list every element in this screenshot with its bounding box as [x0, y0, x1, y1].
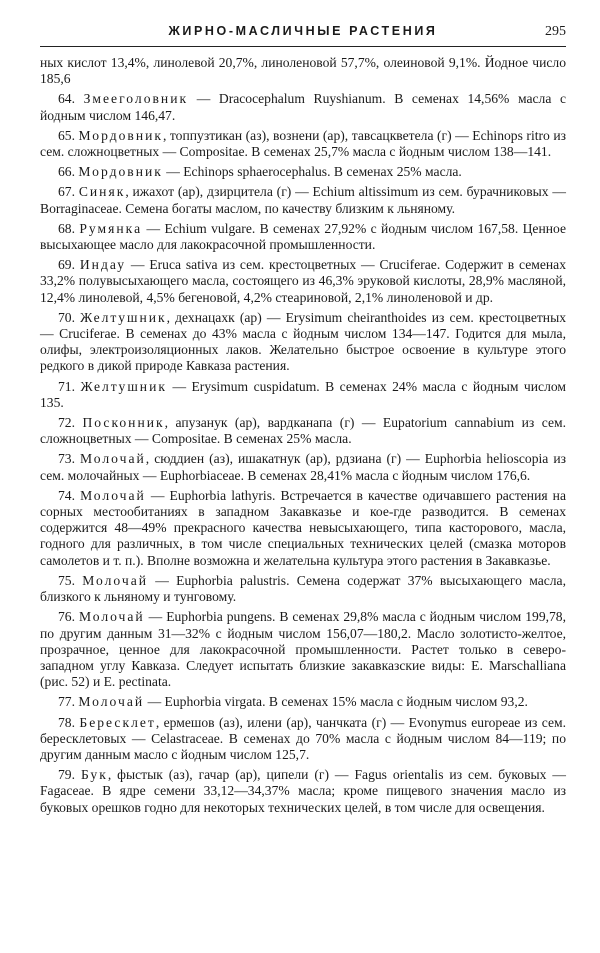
plant-entry [40, 55, 566, 87]
plant-name: Желтушник [80, 309, 167, 325]
plant-name: Мордовник [78, 164, 163, 180]
entry-list [40, 55, 566, 816]
entry-description: — Dracocephalum Ruyshianum. В семенах 14,56% масла с йодным числом 146,47. [40, 91, 566, 123]
entry-number: 79. [58, 767, 75, 783]
entry-description: , фыстык (аз), гачар (ар), ципели (г) — Fagus orientalis из сем. буковых — Fagaceae. В ядре семени 33,12—34,37% масла; кроме пищевого значения масло из буковых орешков годно для некоторых технических целей, в том числе для освещения. [40, 767, 566, 815]
plant-name: Бук [80, 767, 108, 783]
entry-description: — Echium vulgare. В семенах 27,92% с йодным числом 167,58. Ценное высыхающее масло для лакокрасочной промышленности. [40, 220, 567, 253]
entry-number: 76. [58, 609, 75, 625]
plant-name: Змееголовник [83, 91, 189, 107]
entry-number: 74. [58, 487, 75, 503]
entry-number: 64. [58, 91, 75, 107]
plant-name: Желтушник [80, 378, 167, 394]
plant-name: Молочай [78, 694, 145, 710]
plant-entry [40, 573, 566, 605]
plant-entry [40, 128, 566, 160]
entry-description: , ермешов (аз), илени (ар), чанчката (г) — Evonymus europeae из сем. бересклетовых — Celastraceae. В семенах до 70% масла с йодным числом 84—119; по другим данным масло с йодным числом 125,7. [40, 714, 566, 762]
plant-entry [40, 715, 566, 764]
plant-entry [40, 488, 566, 569]
entry-description: , апузанук (ар), вардканапа (г) — Eupatorium cannabium из сем. сложноцветных — Compositae. В семенах 25% масла. [40, 415, 566, 447]
page-number: 295 [545, 24, 566, 39]
plant-entry [40, 91, 566, 123]
entry-description: , сюддиен (аз), ишакатнук (ар), рдзиана (г) — Euphorbia helioscopia из сем. молочайных — Euphorbiaceae. В семенах 28,41% масла с йодным числом 176,6. [40, 451, 566, 483]
entry-number: 72. [58, 415, 75, 431]
plant-entry [40, 415, 566, 447]
plant-entry [40, 379, 566, 411]
plant-entry [40, 184, 566, 216]
plant-name: Посконник [82, 415, 165, 431]
plant-entry [40, 767, 566, 816]
entry-number: 77. [58, 694, 75, 710]
entry-number: 69. [58, 257, 75, 273]
entry-description: ных кислот 13,4%, линолевой 20,7%, линоленовой 57,7%, олеиновой 9,1%. Йодное число 185,6 [40, 55, 566, 87]
plant-entry [40, 221, 566, 253]
plant-name: Молочай [82, 572, 149, 588]
entry-description: , топпузтикан (аз), вознени (ар), тавсацкветела (г) — Echinops ritro из сем. сложноцветных — Compositae. В семенах 25,7% масла с йодным числом 138—141. [40, 127, 566, 160]
plant-entry [40, 694, 566, 710]
entry-number: 66. [58, 164, 75, 180]
plant-name: Синяк [78, 184, 126, 200]
plant-entry [40, 310, 566, 375]
plant-name: Бересклет [79, 714, 156, 730]
page-header [40, 24, 566, 47]
running-title: ЖИРНО-МАСЛИЧНЫЕ РАСТЕНИЯ [168, 24, 438, 38]
entry-description: — Euphorbia lathyris. Встречается в качестве одичавшего растения на сорных местообитаниях в западном Закавказье и кое-где разводится. В семенах содержится 48—49% прекрасного качества невысыхающего, типа касторового, масла, годного для различных, в том числе специальных технических целей (смазка моторов самолетов и т. п.). Вполне возможна и желательна культура этого растения в Закавказье. [40, 487, 566, 568]
plant-entry [40, 164, 566, 180]
entry-description: — Erysimum cuspidatum. В семенах 24% масла с йодным числом 135. [40, 378, 566, 410]
entry-number: 78. [58, 714, 75, 730]
entry-number: 75. [58, 572, 75, 588]
entry-description: , дехнацахк (ар) — Erysimum cheiranthoides из сем. крестоцветных — Cruciferae. В семенах до 43% масла с йодным числом 134—147. Годится для мыла, олифы, электроизоляционных лаков. Желательно быстрое освоение в культуре этого редкого в дикой природе Кавказа растения. [40, 309, 566, 374]
entry-number: 65. [58, 127, 75, 143]
plant-entry [40, 257, 566, 306]
entry-number: 70. [58, 309, 75, 325]
entry-description: — Eruca sativa из сем. крестоцветных — Cruciferae. Содержит в семенах 33,2% полувысыхающего масла, состоящего из 46,3% эруковой кислоты, 28,9% масляной, 12,4% линолевой, 4,5% бегеновой, 4,2% стеариновой, 2,1% линоленовой и др. [40, 257, 566, 305]
plant-name: Молочай [78, 609, 145, 625]
entry-description: — Euphorbia palustris. Семена содержат 37% высыхающего масла, близкого к льняному и тунговому. [40, 572, 566, 605]
entry-number: 71. [58, 378, 75, 394]
plant-name: Молочай [80, 487, 146, 503]
plant-name: Индау [79, 257, 127, 273]
entry-description: — Echinops sphaerocephalus. В семенах 25% масла. [166, 164, 462, 180]
plant-entry [40, 609, 566, 690]
entry-number: 67. [58, 184, 75, 200]
entry-number: 73. [58, 451, 75, 467]
entry-description: — Euphorbia pungens. В семенах 29,8% масла с йодным числом 199,78, по другим данным 31—32% с йодным числом 156,07—180,2. Масло золотисто-желтое, прозрачное, ценное для лакокрасочной промышленности. Растет только в северо-западном углу Кавказа. Следует испытать близкие закавказские виды: E. Marschalliana (рис. 52) и E. pectinata. [40, 609, 567, 690]
entry-description: — Euphorbia virgata. В семенах 15% масла с йодным числом 93,2. [147, 694, 528, 710]
plant-name: Мордовник [78, 127, 163, 143]
plant-name: Молочай [80, 451, 146, 467]
plant-entry [40, 451, 566, 483]
entry-description: , ижахот (ар), дзирцитела (г) — Echium altissimum из сем. бурачниковых — Borraginaceae. Семена богаты маслом, по качеству близким к льняному. [40, 184, 566, 216]
plant-name: Румянка [79, 220, 143, 236]
entry-number: 68. [58, 220, 75, 236]
